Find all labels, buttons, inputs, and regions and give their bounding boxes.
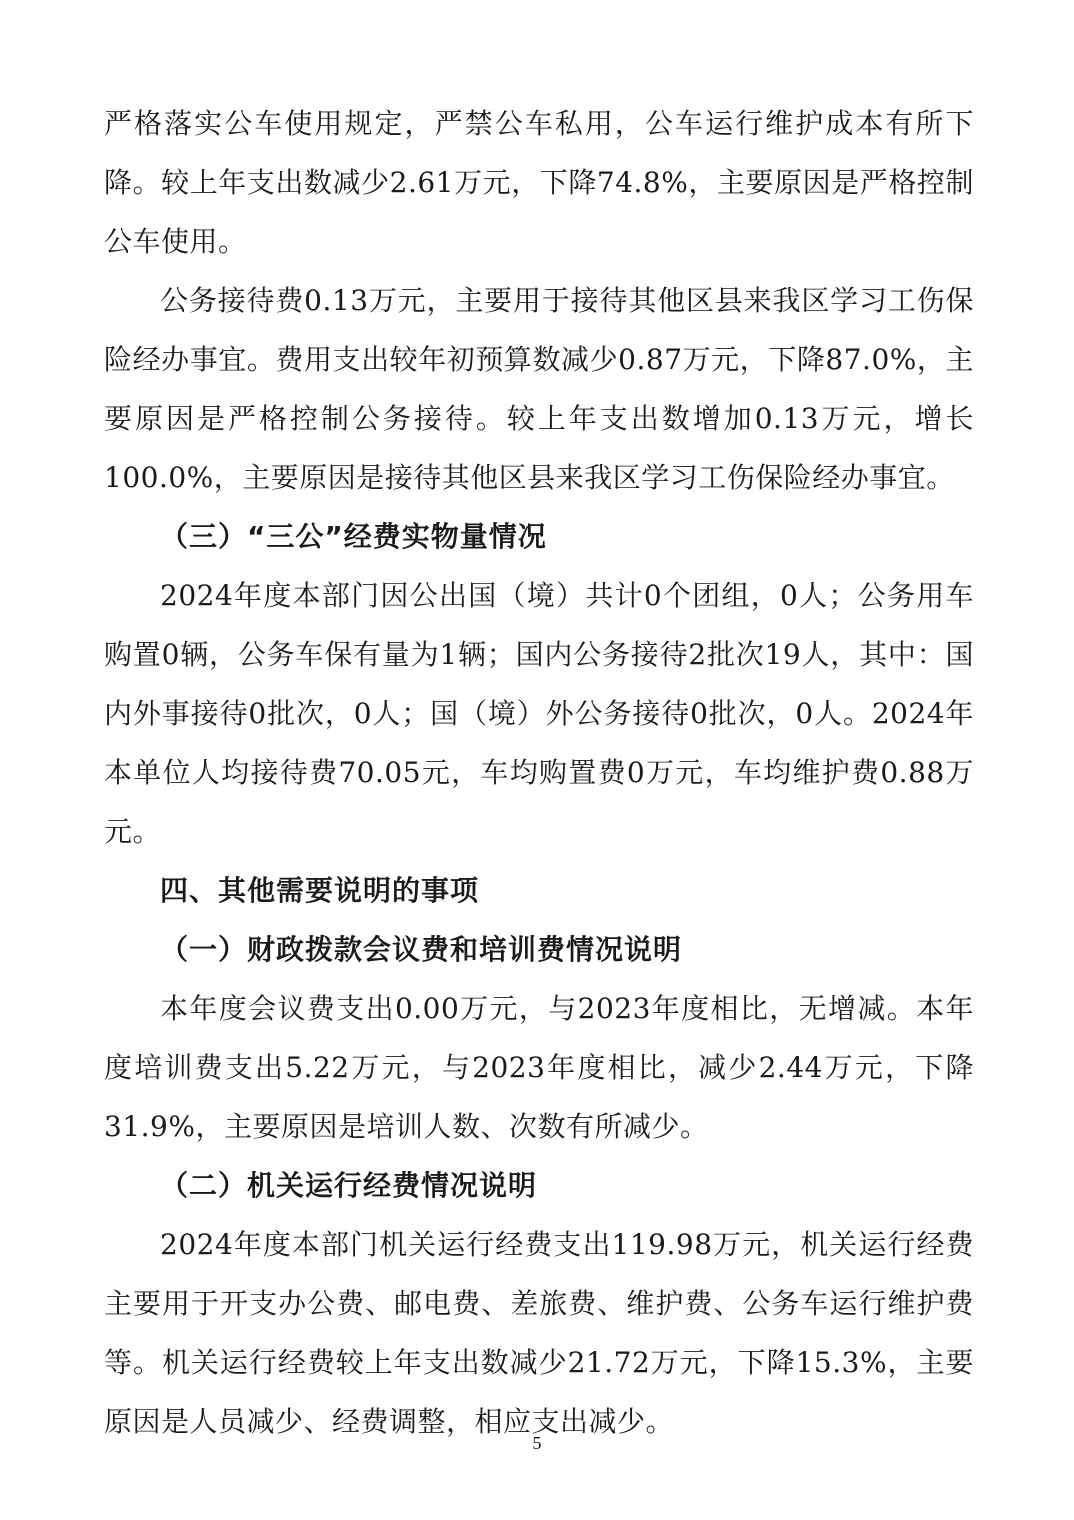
paragraph-meeting-training-expense: 本年度会议费支出0.00万元，与2023年度相比，无增减。本年度培训费支出5.22万元，与2023年度相比，减少2.44万元，下降31.9%，主要原因是培训人数、次数有所减少。 xyxy=(104,992,974,1143)
heading-three-public-physical-quantity: （三）“三公”经费实物量情况 xyxy=(160,520,547,553)
document-body xyxy=(104,94,974,1451)
paragraph-operating-expense: 2024年度本部门机关运行经费支出119.98万元，机关运行经费主要用于开支办公费、邮电费、差旅费、维护费、公务车运行维护费等。机关运行经费较上年支出数减少21.72万元，下降15.3%，主要原因是人员减少、经费调整，相应支出减少。 xyxy=(104,1228,974,1438)
paragraph-official-vehicle-continued: 严格落实公车使用规定，严禁公车私用，公车运行维护成本有所下降。较上年支出数减少2.61万元，下降74.8%，主要原因是严格控制公车使用。 xyxy=(104,107,974,258)
heading-other-matters: 四、其他需要说明的事项 xyxy=(160,874,480,907)
heading-operating-expense: （二）机关运行经费情况说明 xyxy=(160,1169,538,1202)
page-number: 5 xyxy=(532,1433,542,1453)
paragraph-physical-quantity: 2024年度本部门因公出国（境）共计0个团组，0人；公务用车购置0辆，公务车保有量为1辆；国内公务接待2批次19人，其中：国内外事接待0批次，0人；国（境）外公务接待0批次，0人。2024年本单位人均接待费70.05元，车均购置费0万元，车均维护费0.88万元。 xyxy=(104,579,974,848)
heading-meeting-training-expense: （一）财政拨款会议费和培训费情况说明 xyxy=(160,933,683,966)
paragraph-reception-expense: 公务接待费0.13万元，主要用于接待其他区县来我区学习工伤保险经办事宜。费用支出较年初预算数减少0.87万元，下降87.0%，主要原因是严格控制公务接待。较上年支出数增加0.13万元，增长100.0%，主要原因是接待其他区县来我区学习工伤保险经办事宜。 xyxy=(104,284,974,494)
